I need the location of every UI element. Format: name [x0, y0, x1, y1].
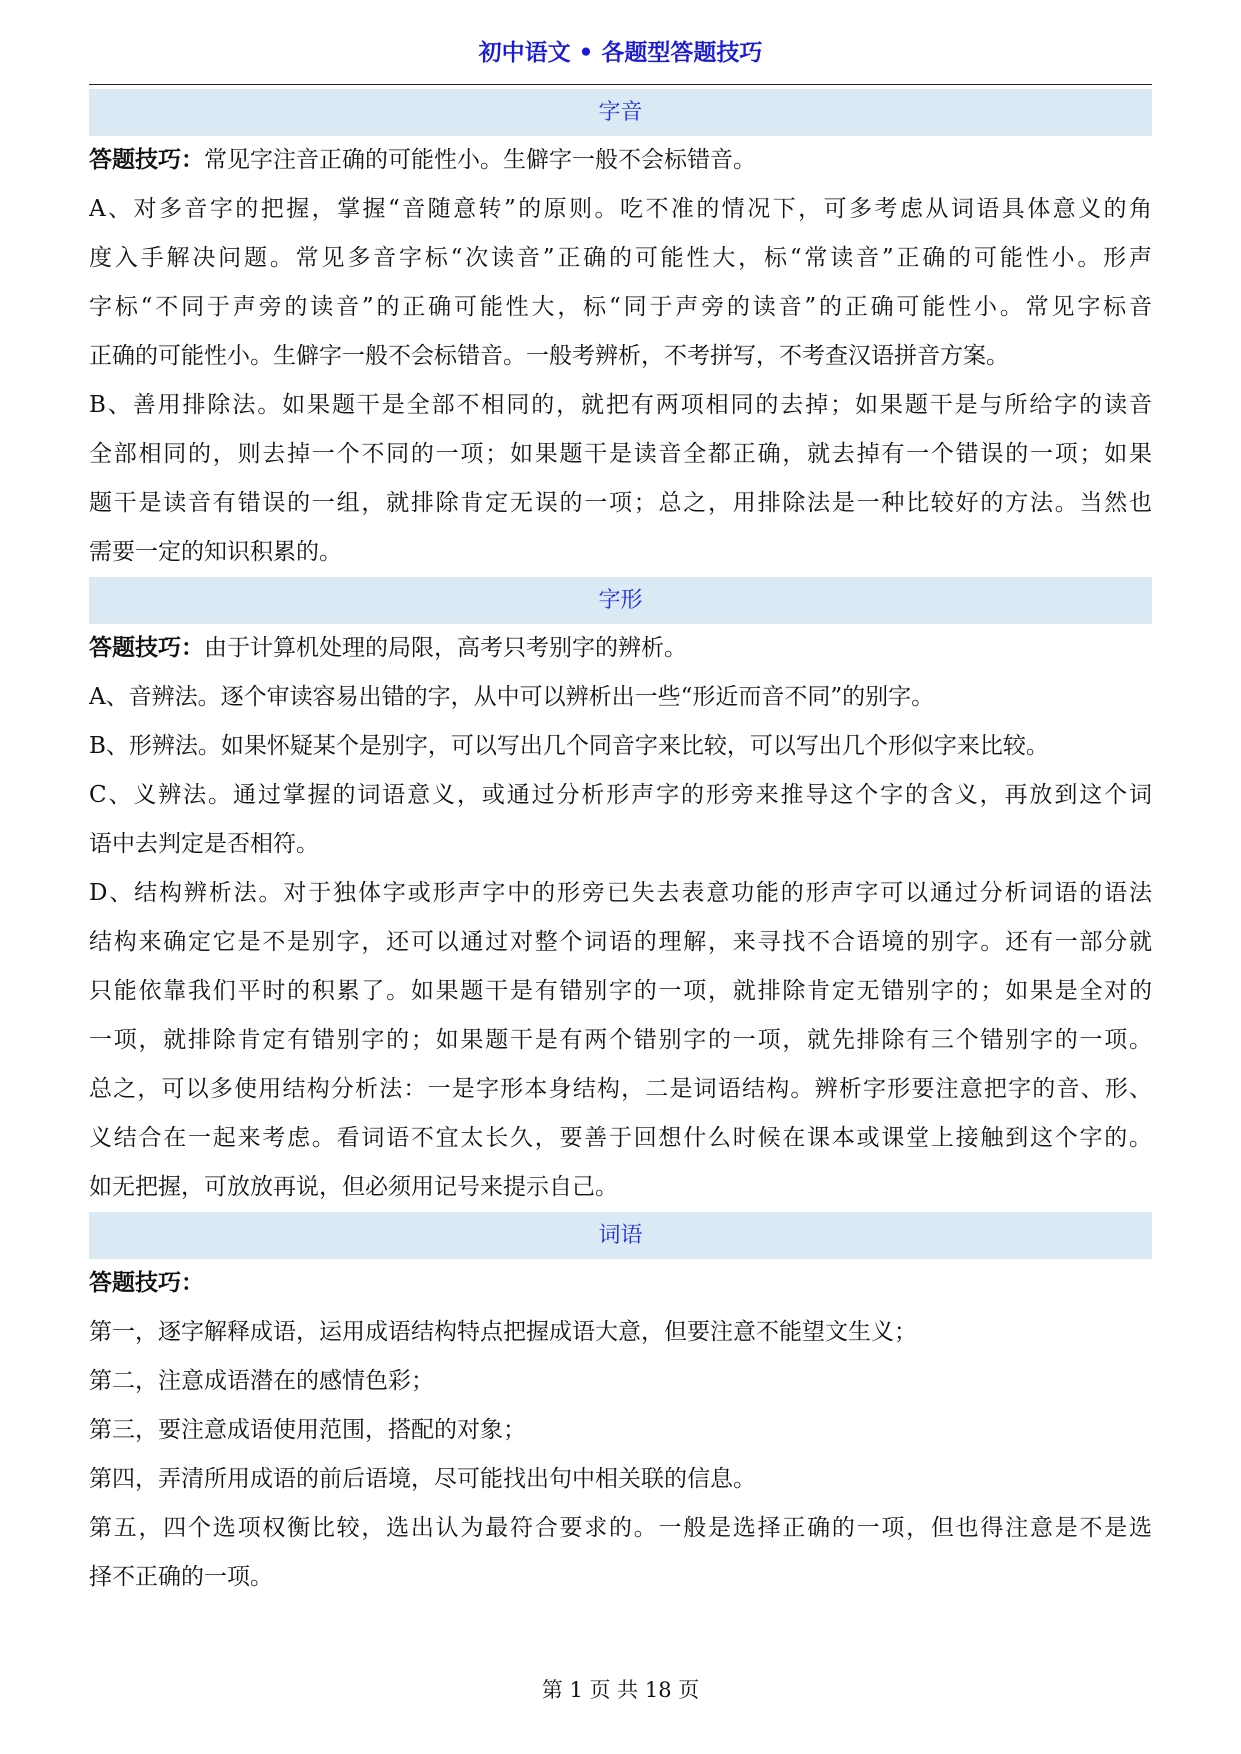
line-text: 总之，可以多使用结构分析法：一是字形本身结构，二是词语结构。辨析字形要注意把字的音、形、 [89, 1076, 1152, 1102]
section-heading: 字形 [89, 577, 1152, 624]
paragraph [89, 673, 1152, 722]
paragraph [89, 381, 1152, 577]
line-text: 第三，要注意成语使用范围，搭配的对象； [89, 1417, 526, 1443]
text-line [89, 722, 1152, 771]
text-line [89, 234, 1152, 283]
line-text: 常见字注音正确的可能性小。生僻字一般不会标错音。 [204, 147, 756, 173]
line-text: 择不正确的一项。 [89, 1564, 273, 1590]
paragraph [89, 1455, 1152, 1504]
section [89, 577, 1152, 1212]
line-text: 结构来确定它是不是别字，还可以通过对整个词语的理解，来寻找不合语境的别字。还有一部分就 [89, 929, 1152, 955]
text-line [89, 918, 1152, 967]
text-line [89, 1016, 1152, 1065]
text-line [89, 479, 1152, 528]
text-line [89, 1114, 1152, 1163]
text-line [89, 967, 1152, 1016]
section [89, 89, 1152, 577]
paragraph [89, 722, 1152, 771]
text-line [89, 136, 1152, 185]
text-line [89, 430, 1152, 479]
paragraph [89, 869, 1152, 1212]
section-heading: 字音 [89, 89, 1152, 136]
text-line [89, 1065, 1152, 1114]
paragraph [89, 1406, 1152, 1455]
paragraph [89, 624, 1152, 673]
paragraph [89, 1308, 1152, 1357]
paragraph [89, 1259, 1152, 1308]
paragraph [89, 136, 1152, 185]
line-text: 第五，四个选项权衡比较，选出认为最符合要求的。一般是选择正确的一项，但也得注意是不是选 [89, 1515, 1152, 1541]
line-text: 由于计算机处理的局限，高考只考别字的辨析。 [204, 635, 687, 661]
page-number: 第 1 页 共 18 页 [541, 1678, 700, 1702]
line-text: C、义辨法。通过掌握的词语意义，或通过分析形声字的形旁来推导这个字的含义，再放到这个词 [89, 782, 1152, 808]
page-header-title: 初中语文 • 各题型答题技巧 [478, 40, 763, 66]
line-text: 一项，就排除肯定有错别字的；如果题干是有两个错别字的一项，就先排除有三个错别字的一项。 [89, 1027, 1152, 1053]
line-text: 第一，逐字解释成语，运用成语结构特点把握成语大意，但要注意不能望文生义； [89, 1319, 917, 1345]
line-text: A、音辨法。逐个审读容易出错的字，从中可以辨析出一些“形近而音不同”的别字。 [89, 684, 935, 710]
paragraph [89, 771, 1152, 869]
text-line [89, 1308, 1152, 1357]
text-line [89, 624, 1152, 673]
text-line [89, 869, 1152, 918]
line-text: 字标“不同于声旁的读音”的正确可能性大，标“同于声旁的读音”的正确可能性小。常见字标音 [89, 294, 1152, 320]
line-text: B、善用排除法。如果题干是全部不相同的，就把有两项相同的去掉；如果题干是与所给字的读音 [89, 392, 1152, 418]
tip-label: 答题技巧： [89, 635, 204, 661]
line-text: 义结合在一起来考虑。看词语不宜太长久，要善于回想什么时候在课本或课堂上接触到这个字的。 [89, 1125, 1152, 1151]
line-text: 需要一定的知识积累的。 [89, 539, 342, 565]
paragraph [89, 1357, 1152, 1406]
tip-label: 答题技巧： [89, 147, 204, 173]
paragraph [89, 185, 1152, 381]
section [89, 1212, 1152, 1602]
text-line [89, 185, 1152, 234]
text-line [89, 1553, 1152, 1602]
text-line [89, 1504, 1152, 1553]
text-line [89, 1163, 1152, 1212]
text-line [89, 283, 1152, 332]
line-text: 度入手解决问题。常见多音字标“次读音”正确的可能性大，标“常读音”正确的可能性小。形声 [89, 245, 1152, 271]
text-line [89, 1357, 1152, 1406]
page-content [89, 89, 1152, 1602]
text-line [89, 771, 1152, 820]
section-heading: 词语 [89, 1212, 1152, 1259]
text-line [89, 820, 1152, 869]
line-text: 如无把握，可放放再说，但必须用记号来提示自己。 [89, 1174, 618, 1200]
text-line [89, 332, 1152, 381]
line-text: 只能依靠我们平时的积累了。如果题干是有错别字的一项，就排除肯定无错别字的；如果是全对的 [89, 978, 1152, 1004]
line-text: A、对多音字的把握，掌握“音随意转”的原则。吃不准的情况下，可多考虑从词语具体意义的角 [89, 196, 1152, 222]
text-line [89, 673, 1152, 722]
line-text: 题干是读音有错误的一组，就排除肯定无误的一项；总之，用排除法是一种比较好的方法。当然也 [89, 490, 1152, 516]
line-text: 第二，注意成语潜在的感情色彩； [89, 1368, 434, 1394]
line-text: 全部相同的，则去掉一个不同的一项；如果题干是读音全都正确，就去掉有一个错误的一项；如果 [89, 441, 1152, 467]
line-text: D、结构辨析法。对于独体字或形声字中的形旁已失去表意功能的形声字可以通过分析词语的语法 [89, 880, 1152, 906]
header-divider [89, 84, 1152, 85]
text-line [89, 1259, 1152, 1308]
text-line [89, 1455, 1152, 1504]
line-text: 语中去判定是否相符。 [89, 831, 319, 857]
text-line [89, 528, 1152, 577]
text-line [89, 381, 1152, 430]
text-line [89, 1406, 1152, 1455]
line-text: 正确的可能性小。生僻字一般不会标错音。一般考辨析，不考拼写，不考查汉语拼音方案。 [89, 343, 1009, 369]
line-text: 第四，弄清所用成语的前后语境，尽可能找出句中相关联的信息。 [89, 1466, 756, 1492]
line-text: B、形辨法。如果怀疑某个是别字，可以写出几个同音字来比较，可以写出几个形似字来比较。 [89, 733, 1049, 759]
paragraph [89, 1504, 1152, 1602]
tip-label: 答题技巧： [89, 1270, 204, 1296]
